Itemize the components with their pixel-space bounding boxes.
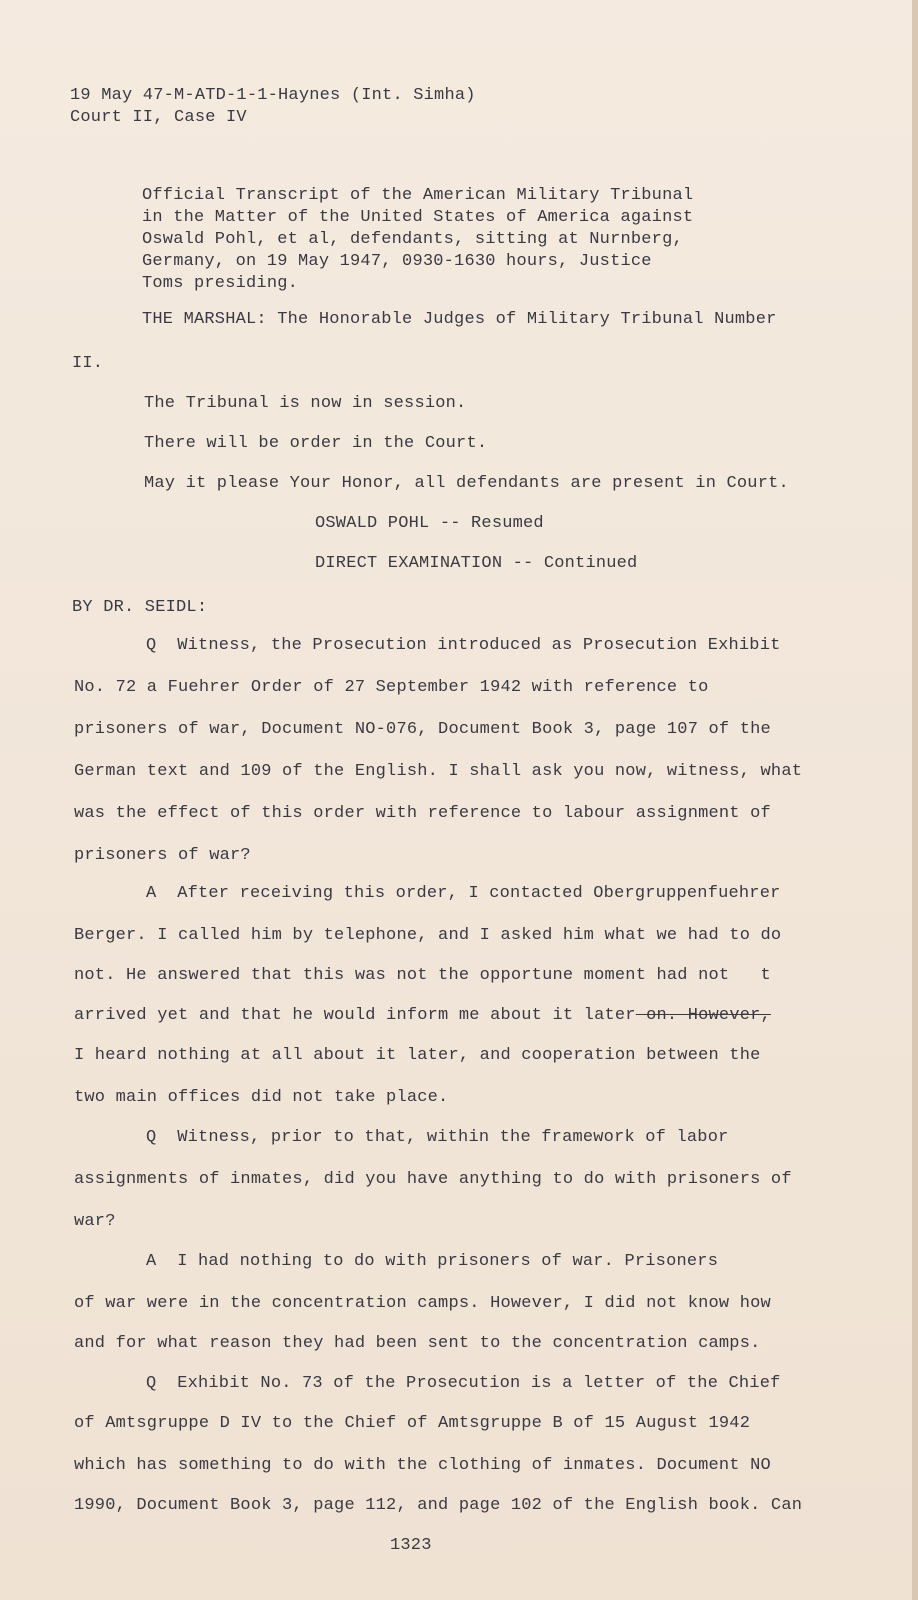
q1-line-4: German text and 109 of the English. I shall ask you now, witness, what	[74, 762, 803, 781]
caption-line-5: Toms presiding.	[142, 274, 299, 293]
q3-line-3: which has something to do with the clothing of inmates. Document NO	[74, 1456, 771, 1475]
caption-line-4: Germany, on 19 May 1947, 0930-1630 hours, Justice	[142, 252, 652, 271]
q3-line-4: 1990, Document Book 3, page 112, and page 102 of the English book. Can	[74, 1496, 803, 1515]
a1-line-5: I heard nothing at all about it later, and cooperation between the	[74, 1046, 761, 1065]
a1-line-4	[74, 1006, 771, 1025]
session-line-1: The Tribunal is now in session.	[144, 394, 467, 413]
q1-line-3: prisoners of war, Document NO-076, Document Book 3, page 107 of the	[74, 720, 771, 739]
a2-line-2: of war were in the concentration camps. However, I did not know how	[74, 1294, 771, 1313]
page-edge	[912, 0, 918, 1600]
a1-line-1: A After receiving this order, I contacted Obergruppenfuehrer	[146, 884, 781, 903]
q1-line-6: prisoners of war?	[74, 846, 251, 865]
q2-line-1: Q Witness, prior to that, within the framework of labor	[146, 1128, 729, 1147]
header-line-2: Court II, Case IV	[70, 108, 247, 127]
marshal-line-2: II.	[72, 354, 104, 373]
caption-line-1: Official Transcript of the American Military Tribunal	[142, 186, 694, 205]
a1-line-2: Berger. I called him by telephone, and I asked him what we had to do	[74, 926, 782, 945]
a1-line-3: not. He answered that this was not the opportune moment had not t	[74, 966, 771, 985]
q2-line-3: war?	[74, 1212, 116, 1231]
q1-line-2: No. 72 a Fuehrer Order of 27 September 1942 with reference to	[74, 678, 709, 697]
a2-line-1: A I had nothing to do with prisoners of war. Prisoners	[146, 1252, 719, 1271]
q3-line-2: of Amtsgruppe D IV to the Chief of Amtsgruppe B of 15 August 1942	[74, 1414, 751, 1433]
q3-line-1: Q Exhibit No. 73 of the Prosecution is a letter of the Chief	[146, 1374, 781, 1393]
a1-line-4-text: arrived yet and that he would inform me about it later	[74, 1006, 636, 1025]
q2-line-2: assignments of inmates, did you have anything to do with prisoners of	[74, 1170, 792, 1189]
witness-heading: OSWALD POHL -- Resumed	[315, 514, 544, 533]
session-line-2: There will be order in the Court.	[144, 434, 488, 453]
session-line-3: May it please Your Honor, all defendants are present in Court.	[144, 474, 789, 493]
caption-line-2: in the Matter of the United States of America against	[142, 208, 694, 227]
exam-heading: DIRECT EXAMINATION -- Continued	[315, 554, 638, 573]
a1-line-6: two main offices did not take place.	[74, 1088, 449, 1107]
q1-line-5: was the effect of this order with reference to labour assignment of	[74, 804, 771, 823]
page-number: 1323	[390, 1536, 432, 1555]
header-line-1: 19 May 47-M-ATD-1-1-Haynes (Int. Simha)	[70, 86, 476, 105]
caption-line-3: Oswald Pohl, et al, defendants, sitting at Nurnberg,	[142, 230, 683, 249]
by-line: BY DR. SEIDL:	[72, 598, 208, 617]
a2-line-3: and for what reason they had been sent to the concentration camps.	[74, 1334, 761, 1353]
marshal-line-1: THE MARSHAL: The Honorable Judges of Military Tribunal Number	[142, 310, 777, 329]
q1-line-1: Q Witness, the Prosecution introduced as Prosecution Exhibit	[146, 636, 781, 655]
a1-struck-text: on. However,	[635, 1006, 771, 1025]
